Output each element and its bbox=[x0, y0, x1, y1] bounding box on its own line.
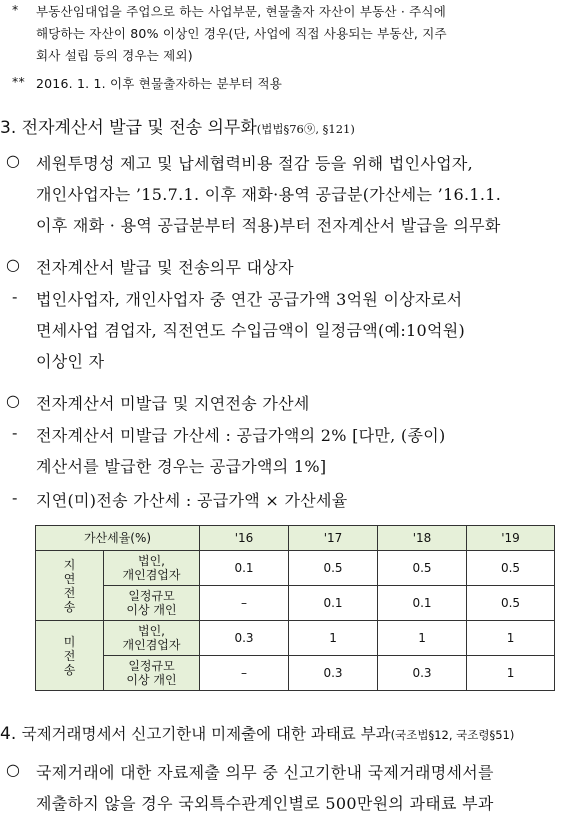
rate-cell: 0.5 bbox=[289, 551, 378, 586]
section-3-dash-1-line-3: 이상인 자 bbox=[36, 352, 105, 371]
row-label: 일정규모 이상 개인 bbox=[104, 586, 200, 621]
table-header-row bbox=[36, 526, 555, 551]
section-3-heading bbox=[0, 113, 355, 138]
section-4-title: 국제거래명세서 신고기한내 미제출에 대한 과태료 부과 bbox=[21, 725, 391, 743]
section-3-dash-1-line-1: 법인사업자, 개인사업자 중 연간 공급가액 3억원 이상자로서 bbox=[36, 290, 463, 309]
rate-cell: 0.3 bbox=[289, 656, 378, 691]
section-3-dash-3: 지연(미)전송 가산세 : 공급가액 × 가산세율 bbox=[36, 491, 348, 510]
dash-bullet-icon: - bbox=[12, 287, 18, 306]
group-label-delayed: 지 연 전 송 bbox=[36, 551, 104, 621]
rate-cell: – bbox=[200, 586, 289, 621]
circle-bullet-icon: ○ bbox=[6, 391, 21, 410]
table-header-cell: '18 bbox=[378, 526, 467, 551]
rate-cell: 1 bbox=[378, 621, 467, 656]
circle-bullet-icon: ○ bbox=[6, 760, 21, 779]
rate-cell: 0.5 bbox=[467, 551, 555, 586]
section-3-bullet-2: 전자계산서 발급 및 전송의무 대상자 bbox=[36, 258, 294, 277]
rate-cell: 0.5 bbox=[467, 586, 555, 621]
table-header-cell: '19 bbox=[467, 526, 555, 551]
section-3-number: 3. bbox=[0, 118, 17, 138]
table-header-cell: '16 bbox=[200, 526, 289, 551]
rate-cell: 1 bbox=[289, 621, 378, 656]
dash-bullet-icon: - bbox=[12, 423, 18, 442]
group-label-not-sent: 미 전 송 bbox=[36, 621, 104, 691]
section-4-heading bbox=[0, 722, 514, 744]
section-4-bullet-line-1: 국제거래에 대한 자료제출 의무 중 신고기한내 국제거래명세서를 bbox=[36, 763, 494, 782]
section-3-dash-1-line-2: 면세사업 겸업자, 직전연도 수입금액이 일정금액(예:10억원) bbox=[36, 321, 466, 340]
table-row bbox=[36, 621, 555, 656]
footnote-1-line-2: 해당하는 자산이 80% 이상인 경우(단, 사업에 직접 사용되는 부동산, 지주 bbox=[36, 26, 447, 41]
circle-bullet-icon: ○ bbox=[6, 255, 21, 274]
footnote-mark-2: ** bbox=[12, 74, 25, 89]
circle-bullet-icon: ○ bbox=[6, 151, 21, 170]
row-label: 법인, 개인겸업자 bbox=[104, 551, 200, 586]
dash-bullet-icon: - bbox=[12, 488, 18, 507]
footnote-2: 2016. 1. 1. 이후 현물출자하는 분부터 적용 bbox=[36, 76, 283, 91]
row-label: 일정규모 이상 개인 bbox=[104, 656, 200, 691]
surcharge-rate-table bbox=[35, 525, 555, 691]
section-3-title: 전자계산서 발급 및 전송 의무화 bbox=[21, 118, 257, 138]
table-header-cell: 가산세율(%) bbox=[36, 526, 200, 551]
rate-cell: 0.1 bbox=[200, 551, 289, 586]
section-3-bullet-1-line-3: 이후 재화 · 용역 공급분부터 적용)부터 전자계산서 발급을 의무화 bbox=[36, 216, 501, 235]
table-row bbox=[36, 656, 555, 691]
section-3-bullet-1-line-2: 개인사업자는 ’15.7.1. 이후 재화·용역 공급분(가산세는 ’16.1.1. bbox=[36, 185, 502, 204]
rate-cell: 0.5 bbox=[378, 551, 467, 586]
row-label: 법인, 개인겸업자 bbox=[104, 621, 200, 656]
footnote-1-line-3: 회사 설립 등의 경우는 제외) bbox=[36, 48, 193, 63]
section-3-dash-2-line-2: 계산서를 발급한 경우는 공급가액의 1%] bbox=[36, 457, 327, 476]
rate-cell: 0.1 bbox=[289, 586, 378, 621]
rate-cell: 0.3 bbox=[200, 621, 289, 656]
footnote-1-line-1: 부동산임대업을 주업으로 하는 사업부문, 현물출자 자산이 부동산 · 주식에 bbox=[36, 4, 446, 19]
rate-cell: 0.1 bbox=[378, 586, 467, 621]
table-row bbox=[36, 586, 555, 621]
rate-cell: 0.3 bbox=[378, 656, 467, 691]
section-3-bullet-1-line-1: 세원투명성 제고 및 납세협력비용 절감 등을 위해 법인사업자, bbox=[36, 154, 473, 173]
rate-cell: 1 bbox=[467, 656, 555, 691]
section-3-ref: (법법§76⑨, §121) bbox=[256, 122, 355, 136]
table-row bbox=[36, 551, 555, 586]
footnote-mark-1: * bbox=[12, 2, 19, 17]
rate-cell: 1 bbox=[467, 621, 555, 656]
section-3-dash-2-line-1: 전자계산서 미발급 가산세 : 공급가액의 2% [다만, (종이) bbox=[36, 426, 446, 445]
section-4-number: 4. bbox=[0, 724, 17, 744]
section-4-bullet-line-2: 제출하지 않을 경우 국외특수관계인별로 500만원의 과태료 부과 bbox=[36, 794, 494, 813]
section-3-bullet-3: 전자계산서 미발급 및 지연전송 가산세 bbox=[36, 394, 310, 413]
rate-cell: – bbox=[200, 656, 289, 691]
section-4-ref: (국조법§12, 국조령§51) bbox=[390, 728, 515, 742]
table-header-cell: '17 bbox=[289, 526, 378, 551]
